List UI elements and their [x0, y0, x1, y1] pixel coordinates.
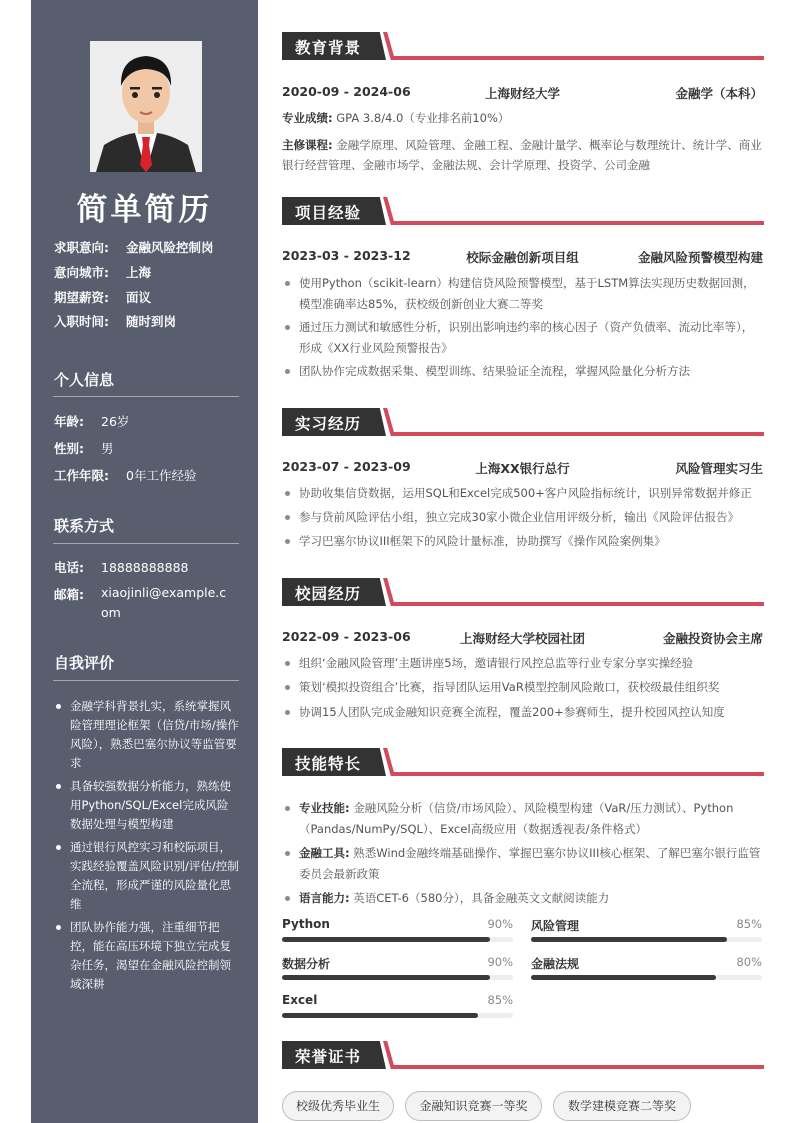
section-header-honors: 荣誉证书 [282, 1041, 764, 1072]
list-item: 具备较强数据分析能力，熟练使用Python/SQL/Excel完成风险数据处理与模型构建 [54, 777, 239, 834]
contact-phone: 电话: 18888888888 [54, 560, 189, 575]
list-item: 学习巴塞尔协议III框架下的风险计量标准，协助撰写《操作风险案例集》 [282, 531, 763, 552]
skill-bar-excel: Excel 85% [282, 993, 513, 1019]
info-age: 年龄: 26岁 [54, 414, 130, 429]
list-item: 协调15人团队完成金融知识竞赛全流程，覆盖200+参赛师生，提升校园风控认知度 [282, 702, 763, 723]
list-item: 策划‘模拟投资组合’比赛，指导团队运用VaR模型控制风险敞口，获校级最佳组织奖 [282, 677, 763, 698]
skill-bar-python: Python 90% [282, 917, 513, 943]
section-header-skills: 技能特长 [282, 748, 764, 779]
list-item: 通过压力测试和敏感性分析，识别出影响违约率的核心因子（资产负债率、流动比率等），形成《XX行业风险预警报告》 [282, 317, 763, 359]
list-item: 组织‘金融风险管理’主题讲座5场，邀请银行风控总监等行业专家分享实操经验 [282, 653, 763, 674]
section-header-project: 项目经验 [282, 197, 764, 228]
campus-entry: 2022-09 - 2023-06 上海财经大学校园社团 金融投资协会主席 [282, 629, 763, 646]
info-gender: 性别: 男 [54, 441, 114, 456]
contact-mail-label: 邮箱: [54, 587, 84, 602]
honor-tag: 数学建模竞赛二等奖 [553, 1091, 691, 1121]
divider [53, 543, 239, 544]
divider [53, 680, 239, 681]
project-entry: 2023-03 - 2023-12 校际金融创新项目组 金融风险预警模型构建 [282, 248, 763, 265]
sidebar [31, 0, 258, 1123]
education-gpa: 专业成绩: GPA 3.8/4.0（专业排名前10%） [282, 111, 510, 125]
list-item: 协助收集信贷数据，运用SQL和Excel完成500+客户风险指标统计，识别异常数据并修正 [282, 483, 763, 504]
skill-bar-data-analysis: 数据分析 90% [282, 955, 513, 981]
personal-heading: 个人信息 [54, 371, 115, 389]
contact-heading: 联系方式 [54, 517, 115, 535]
skill-bar-financial-regulation: 金融法规 80% [531, 955, 762, 981]
divider [53, 396, 239, 397]
resume-title: 简单简历 [76, 192, 213, 228]
list-item: 专业技能: 金融风险分析（信贷/市场风险）、风险模型构建（VaR/压力测试）、Python（Pandas/NumPy/SQL）、Excel高级应用（数据透视表/条件格式） [282, 798, 763, 840]
contact-mail-value: xiaojinli@example.com [101, 585, 227, 620]
section-header-campus: 校园经历 [282, 578, 764, 609]
list-item: 语言能力: 英语CET-6（580分），具备金融英文文献阅读能力 [282, 888, 763, 909]
internship-entry: 2023-07 - 2023-09 上海XX银行总行 风险管理实习生 [282, 459, 763, 476]
honor-tag: 校级优秀毕业生 [282, 1091, 394, 1121]
section-header-education: 教育背景 [282, 32, 764, 63]
intent-salary: 期望薪资: 面议 [54, 290, 152, 305]
list-item: 团队协作能力强，注重细节把控，能在高压环境下独立完成复杂任务，渴望在金融风险控制领域深耕 [54, 918, 239, 994]
list-item: 使用Python（scikit-learn）构建信贷风险预警模型，基于LSTM算法实现历史数据回测，模型准确率达85%，获校级创新创业大赛二等奖 [282, 273, 763, 315]
education-courses: 主修课程: 金融学原理、风险管理、金融工程、金融计量学、概率论与数理统计、统计学、商业银行经营管理、金融市场学、金融法规、会计学原理、投资学、公司金融 [282, 138, 762, 172]
intent-position: 求职意向: 金融风险控制岗 [54, 240, 214, 255]
education-entry: 2020-09 - 2024-06 上海财经大学 金融学（本科） [282, 84, 763, 101]
list-item: 团队协作完成数据采集、模型训练、结果验证全流程，掌握风险量化分析方法 [282, 361, 763, 382]
avatar-photo [90, 41, 202, 172]
list-item: 金融学科背景扎实，系统掌握风险管理理论框架（信贷/市场/操作风险），熟悉巴塞尔协议等监管要求 [54, 697, 239, 773]
section-header-internship: 实习经历 [282, 408, 764, 439]
intent-start: 入职时间: 随时到岗 [54, 314, 177, 329]
self-eval-heading: 自我评价 [54, 654, 115, 672]
list-item: 通过银行风控实习和校际项目，实践经验覆盖风险识别/评估/控制全流程，形成严谨的风险量化思维 [54, 838, 239, 914]
self-eval-list [54, 697, 239, 998]
list-item: 金融工具: 熟悉Wind金融终端基础操作、掌握巴塞尔协议III核心框架、了解巴塞尔银行监管委员会最新政策 [282, 843, 763, 885]
honor-tag: 金融知识竞赛一等奖 [405, 1091, 542, 1121]
info-experience: 工作年限: 0年工作经验 [54, 468, 197, 483]
list-item: 参与贷前风险评估小组，独立完成30家小微企业信用评级分析，输出《风险评估报告》 [282, 507, 763, 528]
intent-city: 意向城市: 上海 [54, 265, 152, 280]
skill-bar-risk-management: 风险管理 85% [531, 917, 762, 943]
